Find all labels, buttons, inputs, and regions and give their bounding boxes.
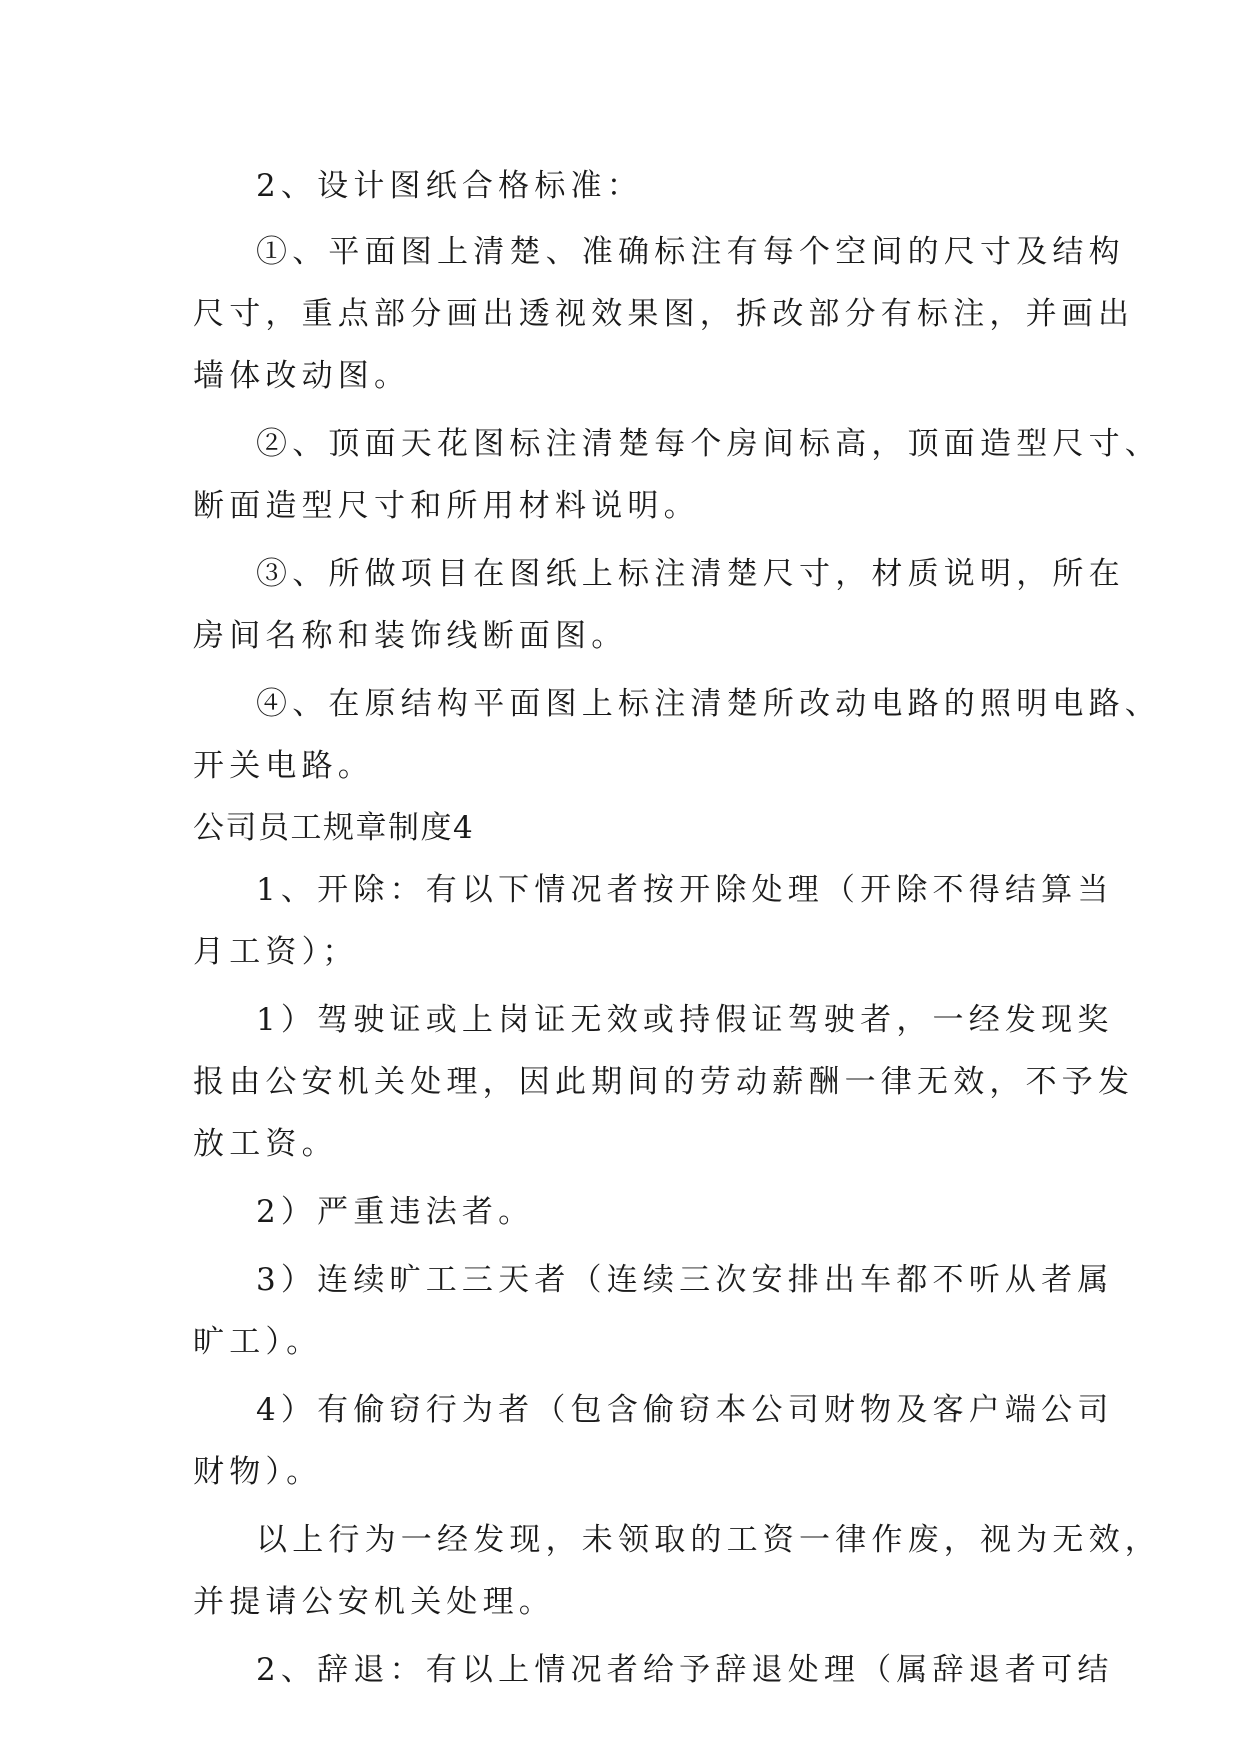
paragraph-line: ①、平面图上清楚、准确标注有每个空间的尺寸及结构 [256, 234, 1125, 270]
paragraph-line: 以上行为一经发现，未领取的工资一律作废，视为无效， [256, 1522, 1161, 1558]
section-heading-design-standards: 2、设计图纸合格标准： [256, 168, 643, 204]
paragraph-line: 旷工）。 [193, 1324, 323, 1360]
paragraph-line: 报由公安机关处理，因此期间的劳动薪酬一律无效，不予发 [193, 1064, 1135, 1100]
paragraph-line: 放工资。 [193, 1126, 338, 1162]
paragraph-line: 3）连续旷工三天者（连续三次安排出车都不听从者属 [256, 1262, 1114, 1298]
paragraph-line: 4）有偷窃行为者（包含偷窃本公司财物及客户端公司 [256, 1392, 1114, 1428]
paragraph-line: 1、开除：有以下情况者按开除处理（开除不得结算当 [256, 872, 1114, 908]
paragraph-line: 财物）。 [193, 1454, 323, 1490]
paragraph-line: 2、辞退：有以上情况者给予辞退处理（属辞退者可结 [256, 1652, 1114, 1688]
paragraph-line: 房间名称和装饰线断面图。 [193, 618, 628, 654]
paragraph-line: 断面造型尺寸和所用材料说明。 [193, 488, 700, 524]
paragraph-line: 1）驾驶证或上岗证无效或持假证驾驶者，一经发现奖 [256, 1002, 1114, 1038]
paragraph-line: 2）严重违法者。 [256, 1194, 535, 1230]
paragraph-line: 并提请公安机关处理。 [193, 1584, 555, 1620]
paragraph-line: 月工资）； [193, 934, 359, 970]
paragraph-line: 开关电路。 [193, 748, 374, 784]
document-body [193, 155, 1161, 1701]
paragraph-line: ④、在原结构平面图上标注清楚所改动电路的照明电路、 [256, 686, 1161, 722]
section-title-company-rules-4: 公司员工规章制度4 [193, 810, 475, 846]
paragraph-line: 墙体改动图。 [193, 358, 411, 394]
paragraph-line: ②、顶面天花图标注清楚每个房间标高，顶面造型尺寸、 [256, 426, 1161, 462]
paragraph-line: ③、所做项目在图纸上标注清楚尺寸，材质说明，所在 [256, 556, 1125, 592]
paragraph-line: 尺寸，重点部分画出透视效果图，拆改部分有标注，并画出 [193, 296, 1135, 332]
